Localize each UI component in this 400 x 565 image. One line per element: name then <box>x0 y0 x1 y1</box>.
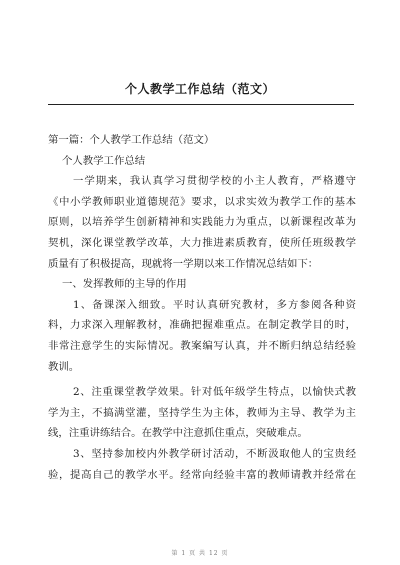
paragraph-line: 验，提高自己的教学水平。经常向经验丰富的教师请教并经常在 <box>48 468 356 481</box>
paragraph-line: 1、备课深入细致。平时认真研究教材，多方参阅各种资 <box>73 298 356 311</box>
paragraph-line: 一学期来，我认真学习贯彻学校的小主人教育，严格遵守 <box>73 175 356 188</box>
paragraph-line: 原则，以培养学生创新精神和实践能力为重点，以新课程改革为 <box>48 216 356 229</box>
section-heading: 第一篇：个人教学工作总结（范文） <box>48 134 215 146</box>
paragraph-line: 《中小学教师职业道德规范》要求，以求实效为教学工作的基本 <box>48 195 356 208</box>
paragraph-line: 契机，深化课堂教学改革，大力推进素质教育，使所任班级教学 <box>48 236 356 249</box>
page-footer: 第 1 页 共 12 页 <box>171 550 229 557</box>
title-divider <box>48 104 354 105</box>
document-title: 个人教学工作总结（范文） <box>124 82 275 96</box>
document-body <box>48 130 356 485</box>
paragraph-line: 线，注重讲练结合。在教学中注意抓住重点，突破难点。 <box>48 427 308 440</box>
subtitle: 个人教学工作总结 <box>62 154 146 167</box>
paragraph-line: 3、坚持参加校内外教学研讨活动，不断汲取他人的宝贵经 <box>73 447 356 460</box>
paragraph-line: 学为主，不搞满堂灌，坚持学生为主体，教师为主导、教学为主 <box>48 406 356 419</box>
paragraph-line: 教训。 <box>48 360 80 373</box>
paragraph-line: 2、注重课堂教学效果。针对低年级学生特点，以愉快式教 <box>73 386 356 399</box>
paragraph-line: 质量有了积极提高，现就将一学期以来工作情况总结如下： <box>48 257 319 270</box>
subsection-heading: 一、发挥教师的主导的作用 <box>62 278 187 291</box>
paragraph-line: 料，力求深入理解教材，准确把握难重点。在制定教学目的时， <box>48 319 356 332</box>
paragraph-line: 非常注意学生的实际情况。教案编写认真，并不断归纳总结经验 <box>48 339 356 352</box>
